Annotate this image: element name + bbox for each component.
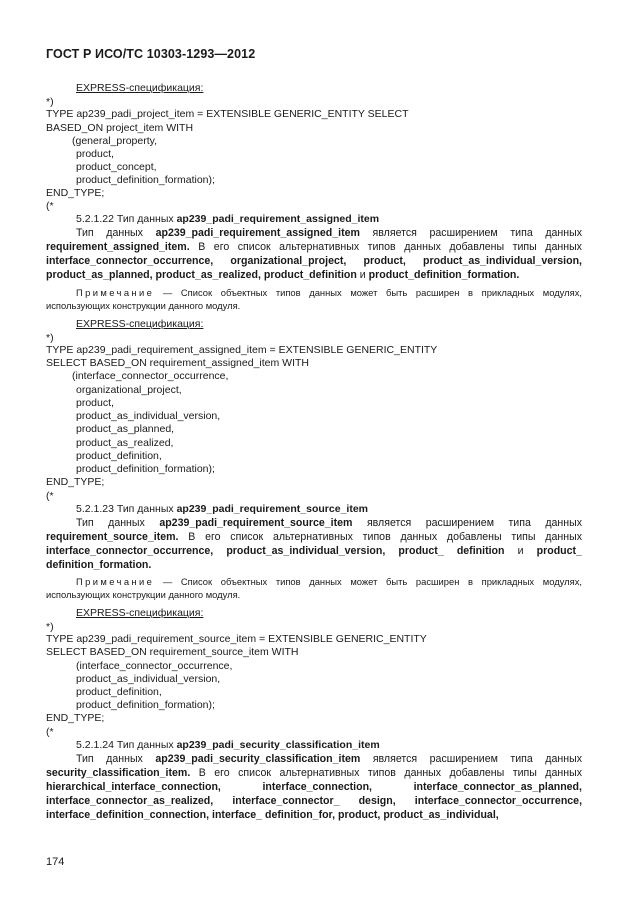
comment-close: (* xyxy=(46,490,54,502)
section-paragraph: Тип данных ap239_padi_requirement_source_item является расширением типа данных requirement_source_item. В его список альтернативных типов данных добавлены типы данных interface_connector_occurrence, product_as_individual_version, product_ definition и product_ definition_formation. xyxy=(46,517,583,571)
end-type: END_TYPE; xyxy=(46,187,105,199)
comment-close: (* xyxy=(46,726,54,738)
note-label: Примечание xyxy=(76,287,155,298)
comment-close: (* xyxy=(46,200,54,212)
select-item: product_as_realized, xyxy=(76,437,174,449)
select-item: product_definition_formation); xyxy=(76,463,215,475)
select-item: (interface_connector_occurrence, xyxy=(72,370,229,382)
based-on-line: SELECT BASED_ON requirement_assigned_item WITH xyxy=(46,357,309,369)
select-item: product_as_individual_version, xyxy=(76,410,221,422)
select-item: product, xyxy=(76,397,114,409)
select-item: product_definition, xyxy=(76,450,162,462)
express-spec-label: EXPRESS-спецификация: xyxy=(76,318,204,330)
type-declaration: TYPE ap239_padi_requirement_source_item = EXTENSIBLE GENERIC_ENTITY xyxy=(46,633,427,645)
section-heading xyxy=(76,503,368,516)
note-text: — Список объектных типов данных может быть расширен в прикладных модулях, использующих конструкции данного модуля. xyxy=(46,287,582,311)
comment-open: *) xyxy=(46,621,54,633)
select-item: product_definition_formation); xyxy=(76,699,215,711)
section-heading xyxy=(76,739,380,752)
select-item: (interface_connector_occurrence, xyxy=(76,660,233,672)
select-item: product_as_individual_version, xyxy=(76,673,221,685)
section-number: 5.2.1.24 Тип данных xyxy=(76,739,174,751)
select-item: product_concept, xyxy=(76,161,157,173)
express-spec-label: EXPRESS-спецификация: xyxy=(76,82,204,94)
section-number: 5.2.1.22 Тип данных xyxy=(76,213,174,225)
express-spec-label: EXPRESS-спецификация: xyxy=(76,607,204,619)
note-label: Примечание xyxy=(76,576,155,587)
page-number: 174 xyxy=(46,856,65,868)
section-paragraph: Тип данных ap239_padi_security_classification_item является расширением типа данных security_classification_item. В его список альтернативных типов данных добавлены типы данных hierarchical_interface_connection, interface_connection, interface_connector_as_planned, interface_connector_as_realized, interface_connector_ design, interface_connector_occurrence, interface_definition_connection, interface_ definition_for, product, product_as_individual, xyxy=(46,753,583,821)
type-declaration: TYPE ap239_padi_project_item = EXTENSIBLE GENERIC_ENTITY SELECT xyxy=(46,108,409,120)
type-declaration: TYPE ap239_padi_requirement_assigned_item = EXTENSIBLE GENERIC_ENTITY xyxy=(46,344,438,356)
select-item: product, xyxy=(76,148,114,160)
comment-open: *) xyxy=(46,332,54,344)
select-item: product_as_planned, xyxy=(76,423,175,435)
section-heading xyxy=(76,213,379,226)
type-name: ap239_padi_requirement_assigned_item xyxy=(176,213,380,225)
section-number: 5.2.1.23 Тип данных xyxy=(76,503,174,515)
comment-open: *) xyxy=(46,96,54,108)
note-text: — Список объектных типов данных может быть расширен в прикладных модулях, использующих конструкции данного модуля. xyxy=(46,576,582,600)
select-item: product_definition_formation); xyxy=(76,174,215,186)
note xyxy=(46,576,582,601)
select-item: product_definition, xyxy=(76,686,162,698)
based-on-line: BASED_ON project_item WITH xyxy=(46,122,194,134)
type-name: ap239_padi_requirement_source_item xyxy=(176,503,368,515)
section-paragraph: Тип данных ap239_padi_requirement_assigned_item является расширением типа данных requirement_assigned_item. В его список альтернативных типов данных добавлены типы данных interface_connector_occurrence, organizational_project, product, product_as_individual_version, product_as_planned, product_as_realized, product_definition и product_definition_formation. xyxy=(46,227,583,281)
end-type: END_TYPE; xyxy=(46,712,105,724)
page-header: ГОСТ Р ИСО/ТС 10303-1293—2012 xyxy=(46,47,256,61)
select-item: organizational_project, xyxy=(76,384,182,396)
type-name: ap239_padi_security_classification_item xyxy=(176,739,380,751)
based-on-line: SELECT BASED_ON requirement_source_item WITH xyxy=(46,646,299,658)
end-type: END_TYPE; xyxy=(46,476,105,488)
select-item: (general_property, xyxy=(72,135,158,147)
note xyxy=(46,287,582,312)
